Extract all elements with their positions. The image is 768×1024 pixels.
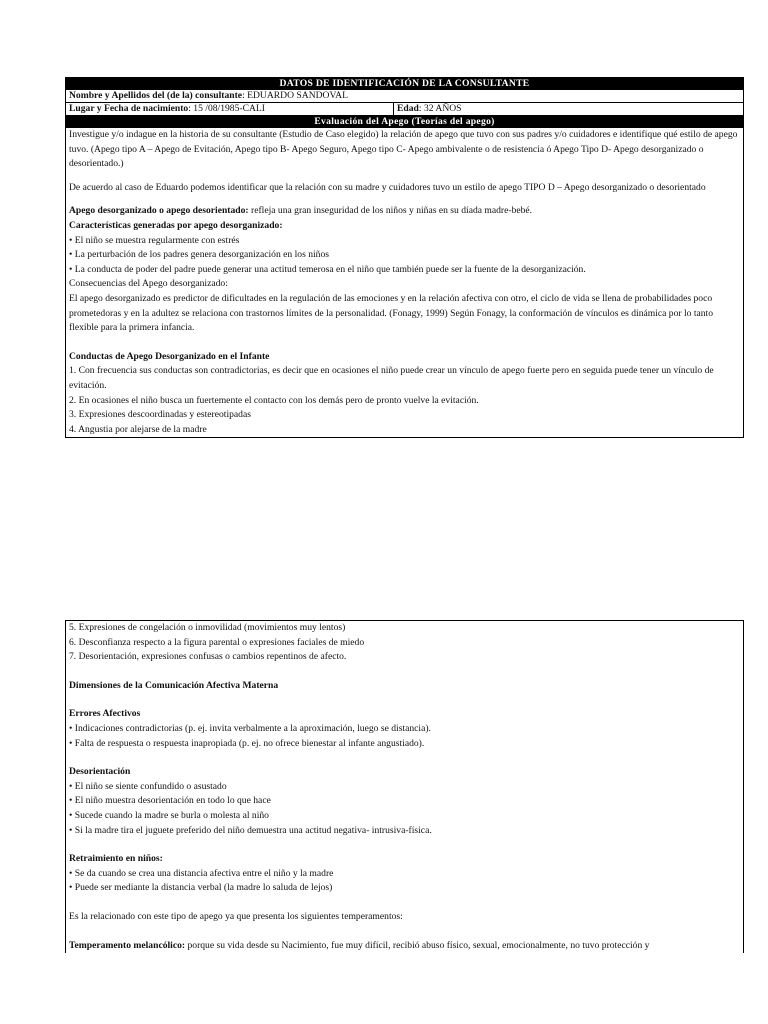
consequences-title: Consecuencias del Apego desorganizado: bbox=[69, 278, 228, 290]
birth-value: : 15 /08/1985-CALI bbox=[188, 103, 265, 114]
definition-paragraph bbox=[69, 204, 740, 219]
temperament-text: porque su vida desde su Nacimiento, fue muy difícil, recibió abuso físico, sexual, emocionalmente, no tuvo protección y bbox=[185, 939, 650, 951]
errors-title bbox=[69, 707, 740, 722]
relation-paragraph: Es la relacionado con este tipo de apego ya que presenta los siguientes temperamentos: bbox=[69, 910, 403, 922]
behavior-item: 5. Expresiones de congelación o inmovilidad (movimientos muy lentos) bbox=[69, 622, 346, 633]
page-2-body bbox=[66, 621, 743, 953]
dimensions-title bbox=[69, 679, 740, 694]
characteristic-item: • La perturbación de los padres genera desorganización en los niños bbox=[69, 249, 329, 261]
characteristic-item: • La conducta de poder del padre puede generar una actitud temerosa en el niño que también puede ser la fuente de la desorganización. bbox=[69, 263, 586, 275]
disorientation-item: • Sucede cuando la madre se burla o molesta al niño bbox=[69, 809, 269, 821]
spacer bbox=[69, 925, 740, 939]
birth-label: Lugar y Fecha de nacimiento bbox=[69, 103, 189, 114]
spacer bbox=[69, 751, 740, 765]
name-value: : EDUARDO SANDOVAL bbox=[242, 90, 348, 101]
behavior-item: 4. Angustia por alejarse de la madre bbox=[69, 423, 207, 435]
attachment-section-title: Evaluación del Apego (Teorías del apego) bbox=[66, 116, 743, 128]
age-cell bbox=[394, 103, 462, 115]
temperament-paragraph bbox=[69, 939, 740, 954]
identification-header: DATOS DE IDENTIFICACIÓN DE LA CONSULTANTE bbox=[66, 78, 743, 90]
name-label: Nombre y Apellidos del (de la) consultante bbox=[69, 90, 243, 101]
name-row bbox=[66, 90, 743, 103]
disorientation-item: • Si la madre tira el juguete preferido del niño demuestra una actitud negativa- intrusiva-física. bbox=[69, 824, 432, 836]
behaviors-title bbox=[69, 350, 740, 365]
behavior-item: 2. En ocasiones el niño busca un fuertemente el contacto con los demás pero de pronto vuelve la evitación. bbox=[69, 394, 479, 406]
birth-age-row bbox=[66, 103, 743, 116]
behavior-item: 6. Desconfianza respecto a la figura parental o expresiones faciales de miedo bbox=[69, 636, 365, 648]
spacer bbox=[69, 172, 740, 181]
behavior-item: 7. Desorientación, expresiones confusas o cambios repentinos de afecto. bbox=[69, 651, 347, 663]
characteristics-title bbox=[69, 219, 740, 234]
disorientation-item: • El niño muestra desorientación en todo lo que hace bbox=[69, 795, 271, 807]
error-item: • Falta de respuesta o respuesta inapropiada (p. ej. no ofrece bienestar al infante angustiado). bbox=[69, 737, 425, 749]
spacer bbox=[69, 838, 740, 852]
spacer bbox=[69, 195, 740, 204]
dimensions-title-text: Dimensiones de la Comunicación Afectiva Materna bbox=[69, 679, 279, 691]
behavior-item: 1. Con frecuencia sus conductas son contradictorias, es decir que en ocasiones el niño puede crear un vínculo de apego fuerte pero en seguida puede tener un vínculo de evitación. bbox=[69, 365, 714, 391]
error-item: • Indicaciones contradictorias (p. ej. invita verbalmente a la aproximación, luego se distancia). bbox=[69, 722, 431, 734]
spacer bbox=[69, 336, 740, 350]
age-value: : 32 AÑOS bbox=[418, 103, 462, 114]
instructions-paragraph: Investigue y/o indague en la historia de su consultante (Estudio de Caso elegido) la relación de apego que tuvo con sus padres y/o cuidadores e identifique qué estilo de apego tuvo. (Apego tipo A – Apego de Evitación, Apego tipo B- Apego Seguro, Apego tipo C- Apego ambivalente o de resistencia ó Apego Tipo D- Apego desorganizado o desorientado.) bbox=[69, 129, 738, 170]
behavior-item: 3. Expresiones descoordinadas y estereotipadas bbox=[69, 409, 251, 421]
disorientation-title bbox=[69, 765, 740, 780]
characteristic-item: • El niño se muestra regularmente con estrés bbox=[69, 234, 240, 246]
definition-label: Apego desorganizado o apego desorientado: bbox=[69, 205, 249, 217]
definition-text: refleja una gran inseguridad de los niños y niñas en su díada madre-bebé. bbox=[248, 205, 533, 217]
page-1-body bbox=[66, 128, 743, 437]
withdrawal-item: • Puede ser mediante la distancia verbal (la madre lo saluda de lejos) bbox=[69, 882, 333, 894]
disorientation-item: • El niño se siente confundido o asustado bbox=[69, 780, 227, 792]
consequences-paragraph: El apego desorganizado es predictor de dificultades en la regulación de las emociones y en la relación afectiva con otro, el ciclo de vida se llena de probabilidades poco prometedoras y en la adultez se relaciona con trastornos límites de la personalidad. (Fonagy, 1999) Según Fonagy, la conformación de vínculos es dinámica por lo tanto flexible para la primera infancia. bbox=[69, 292, 714, 334]
disorientation-title-text: Desorientación bbox=[69, 766, 131, 778]
characteristics-title-text: Características generadas por apego desorganizado: bbox=[69, 219, 283, 231]
withdrawal-title bbox=[69, 852, 740, 867]
birth-cell bbox=[66, 103, 394, 115]
case-paragraph: De acuerdo al caso de Eduardo podemos identificar que la relación con su madre y cuidadores tuvo un estilo de apego TIPO D – Apego desorganizado o desorientado bbox=[69, 181, 706, 193]
errors-title-text: Errores Afectivos bbox=[69, 708, 141, 720]
page-1-form bbox=[65, 77, 744, 438]
page-2-form bbox=[65, 620, 744, 953]
withdrawal-item: • Se da cuando se crea una distancia afectiva entre el niño y la madre bbox=[69, 867, 334, 879]
age-label: Edad bbox=[397, 103, 419, 114]
behaviors-title-text: Conductas de Apego Desorganizado en el Infante bbox=[69, 350, 270, 362]
spacer bbox=[69, 896, 740, 910]
spacer bbox=[69, 665, 740, 679]
withdrawal-title-text: Retraimiento en niños: bbox=[69, 853, 163, 865]
spacer bbox=[69, 693, 740, 707]
temperament-label: Temperamento melancólico: bbox=[69, 939, 186, 951]
